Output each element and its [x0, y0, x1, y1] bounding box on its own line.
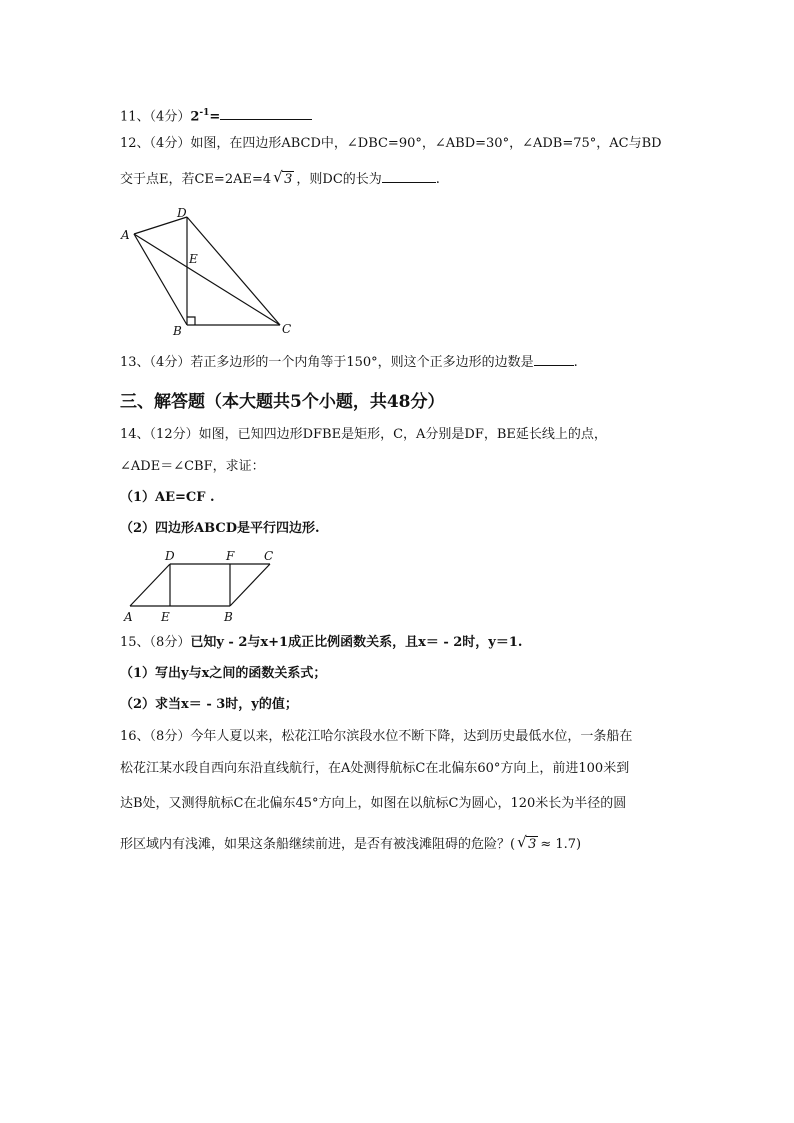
segment-ab: [134, 234, 187, 325]
q13-answer-blank: [534, 353, 574, 366]
label-c: C: [264, 549, 274, 563]
q16-number: 16、（8分）: [120, 729, 191, 744]
segment-ac: [134, 234, 280, 325]
label-c: C: [282, 322, 292, 336]
segment-dc: [187, 217, 280, 325]
label-a: A: [124, 610, 133, 624]
q15-text: 已知y - 2与x+1成正比例函数关系，且x＝ - 2时，y＝1.: [190, 635, 523, 650]
right-angle-mark: [187, 317, 195, 325]
q16-sqrt: √ 3: [517, 833, 537, 852]
q13-number: 13、（4分）: [120, 355, 191, 370]
label-a: A: [121, 228, 130, 242]
q11-equals: =: [209, 109, 221, 125]
q11-answer-blank: [220, 107, 312, 120]
q14-figure: [118, 548, 283, 626]
q14-number: 14、（12分）: [120, 427, 199, 442]
q12-answer-blank: [382, 170, 436, 183]
label-d: D: [177, 206, 187, 220]
question-16-line-1: [120, 728, 632, 746]
question-11: [120, 104, 312, 126]
question-16-line-2: 松花江某水段自西向东沿直线航行，在A处测得航标C在北偏东60°方向上，前进100米到: [120, 761, 630, 776]
q16-text-1: 今年人夏以来，松花江哈尔滨段水位不断下降，达到历史最低水位，一条船在: [190, 729, 633, 744]
q12-text-2b: ，则DC的长为: [296, 172, 382, 187]
q14-part-1: （1）AE=CF .: [120, 490, 215, 505]
q11-number: 11、（4分）: [120, 109, 191, 125]
label-b: B: [173, 324, 182, 338]
question-16-line-4: [120, 833, 582, 854]
q15-number: 15、（8分）: [120, 635, 191, 650]
q16-text-4a: 形区域内有浅滩，如果这条船继续前进，是否有被浅滩阻碍的危险？(: [120, 837, 516, 852]
question-16-line-3: 达B处，又测得航标C在北偏东45°方向上，如图在以航标C为圆心，120米长为半径的圆: [120, 796, 627, 811]
q15-part-2: （2）求当x＝ - 3时，y的值；: [120, 697, 298, 712]
label-e: E: [189, 252, 198, 266]
q11-exponent: -1: [199, 108, 210, 118]
q16-text-4b: ≈ 1.7): [540, 837, 582, 852]
label-f: F: [226, 549, 235, 563]
q13-text: 若正多边形的一个内角等于150°，则这个正多边形的边数是: [190, 355, 534, 370]
q15-part-1: （1）写出y与x之间的函数关系式；: [120, 666, 327, 681]
question-14-line-2: ∠ADE＝∠CBF，求证：: [120, 459, 265, 474]
q12-sqrt: √ 3: [273, 168, 293, 187]
q12-text-1: 如图，在四边形ABCD中，∠DBC=90°，∠ABD=30°，∠ADB=75°，AC与BD: [190, 136, 662, 151]
q14-text-1: 如图，已知四边形DFBE是矩形，C，A分别是DF，BE延长线上的点，: [198, 427, 607, 442]
question-14-line-1: [120, 426, 607, 444]
q12-number: 12、（4分）: [120, 136, 191, 151]
segment-cb: [230, 564, 270, 606]
question-13: 13、（4分）若正多边形的一个内角等于150°，则这个正多边形的边数是 .: [120, 355, 578, 370]
question-12-line-2: 交于点E，若CE=2AE=4 √ 3 ，则DC的长为 .: [120, 168, 440, 187]
label-b: B: [224, 610, 233, 624]
q12-text-2a: 交于点E，若CE=2AE=4: [120, 172, 272, 187]
label-d: D: [165, 549, 175, 563]
question-15: [120, 634, 522, 652]
segment-ad: [130, 564, 170, 606]
q11-base: 2: [190, 109, 200, 125]
q12-figure: [115, 205, 300, 340]
q14-part-2: （2）四边形ABCD是平行四边形.: [120, 521, 320, 536]
question-12-line-1: [120, 135, 662, 153]
section-3-title: 三、解答题（本大题共5个小题，共48分）: [120, 392, 445, 412]
label-e: E: [161, 610, 170, 624]
